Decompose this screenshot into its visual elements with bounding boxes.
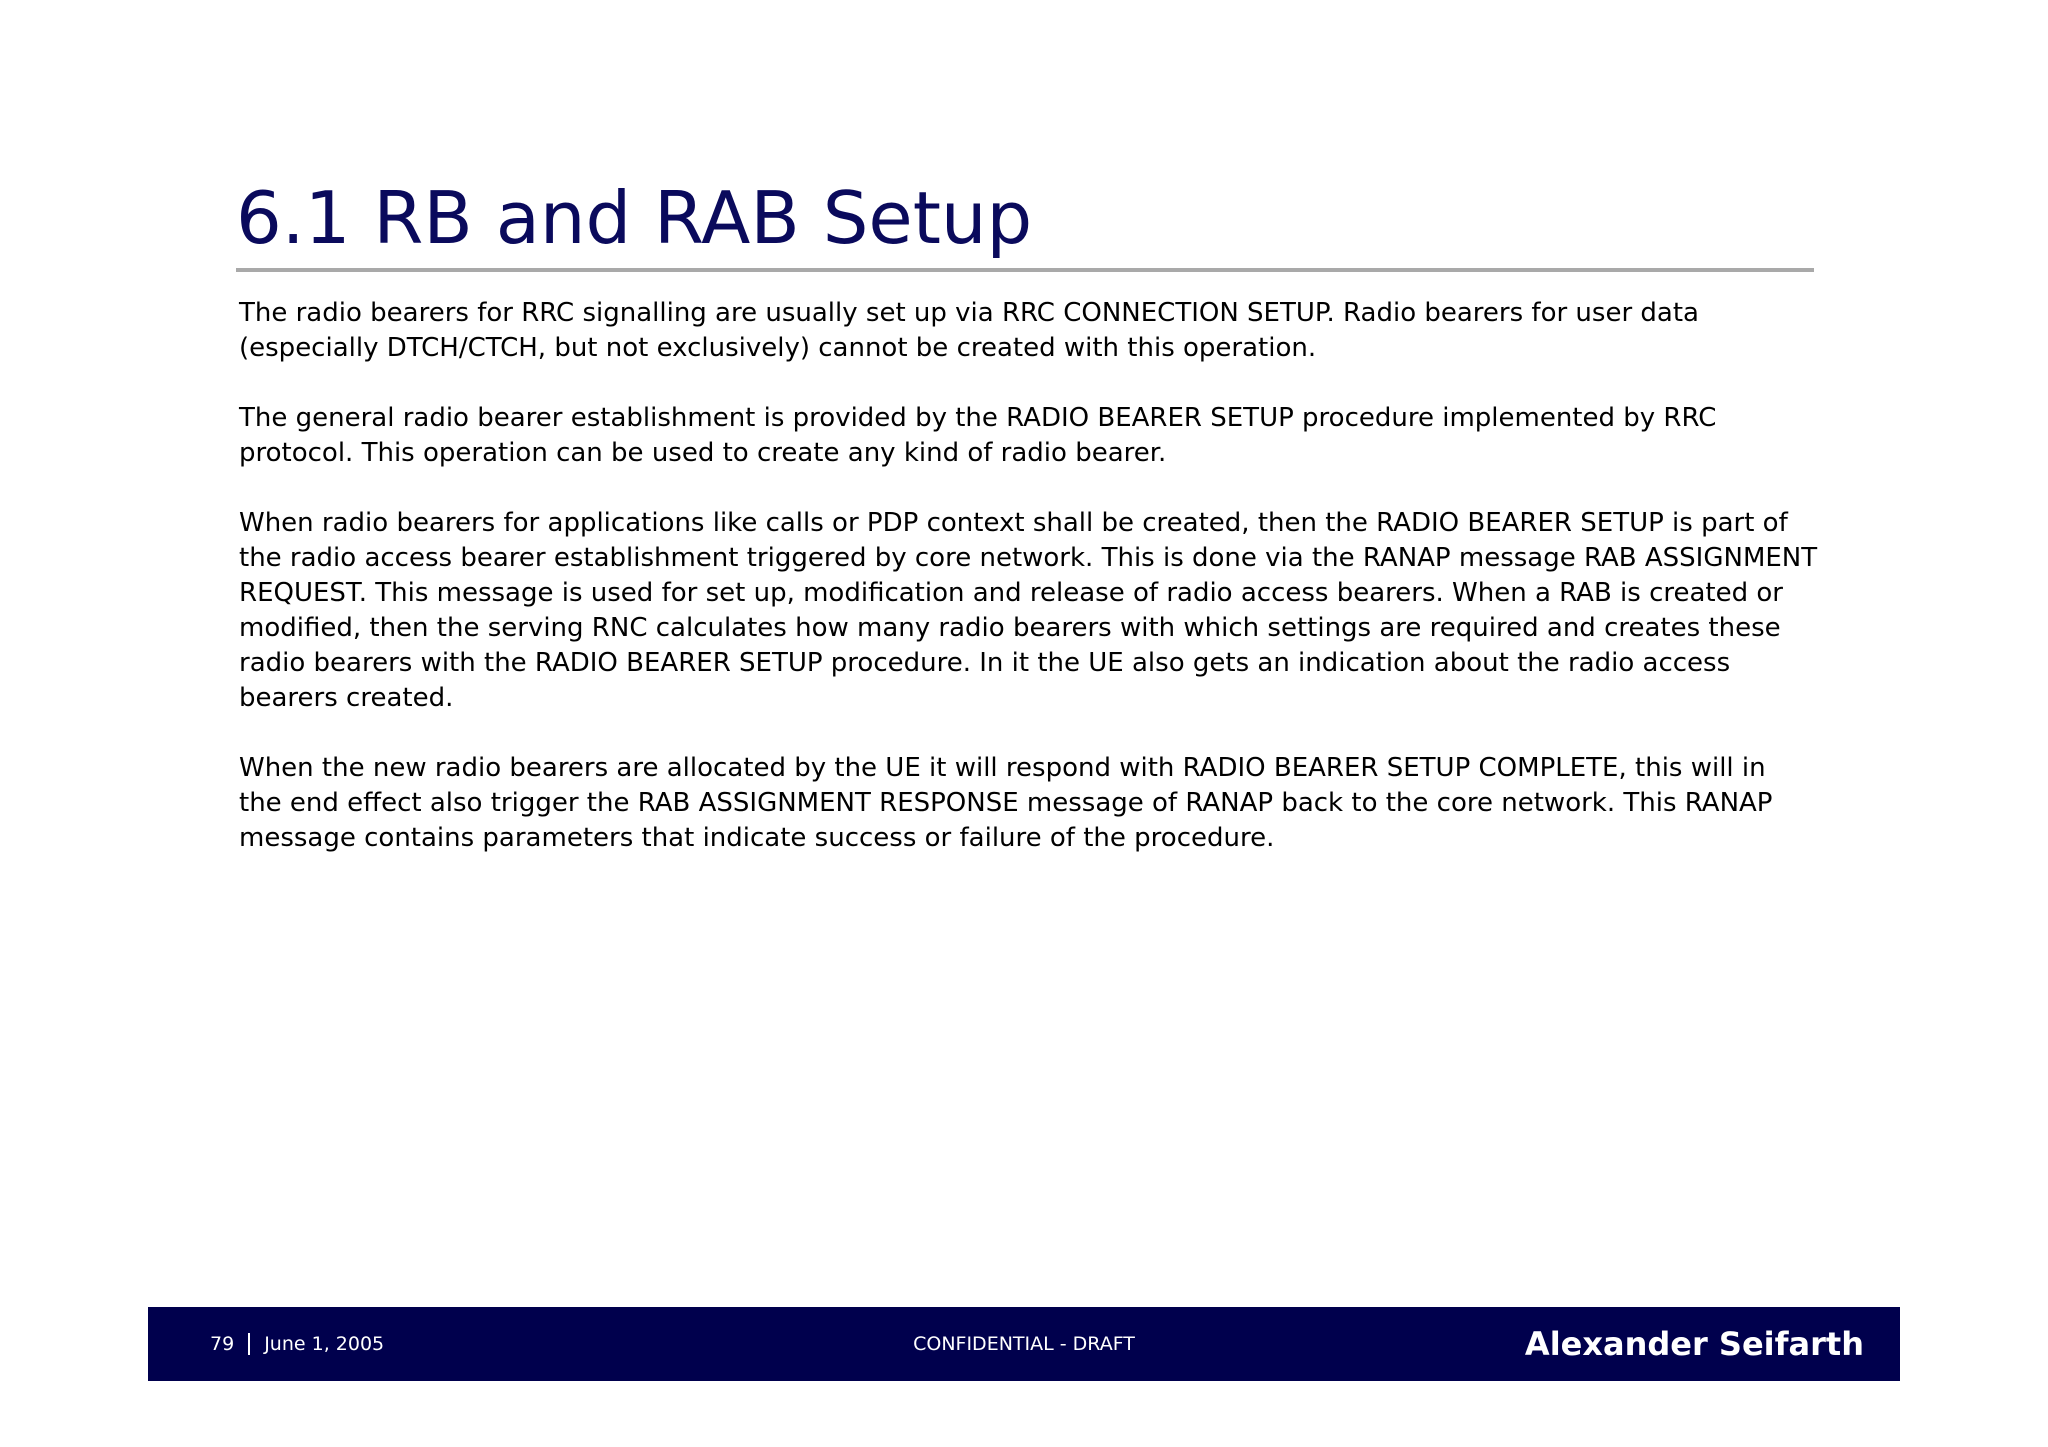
- paragraph-line: (especially DTCH/CTCH, but not exclusively) cannot be created with this operation.: [239, 333, 1317, 363]
- paragraph-rrc-signalling: [239, 296, 1829, 366]
- footer-bar: [148, 1307, 1900, 1381]
- paragraph-line: the radio access bearer establishment triggered by core network. This is done via the RANAP message RAB ASSIGNMENT: [239, 543, 1818, 573]
- title-divider: [236, 268, 1814, 272]
- paragraph-line: radio bearers with the RADIO BEARER SETUP procedure. In it the UE also gets an indication about the radio access: [239, 648, 1731, 678]
- paragraph-line: When radio bearers for applications like calls or PDP context shall be created, then the RADIO BEARER SETUP is part of: [239, 508, 1788, 538]
- slide-body: [239, 296, 1829, 891]
- paragraph-line: protocol. This operation can be used to create any kind of radio bearer.: [239, 438, 1167, 468]
- page-number: 79: [210, 1333, 235, 1355]
- slide-title: 6.1 RB and RAB Setup: [236, 176, 1033, 260]
- footer-author: [1525, 1307, 1864, 1381]
- paragraph-line: the end effect also trigger the RAB ASSIGNMENT RESPONSE message of RANAP back to the core network. This RANAP: [239, 788, 1773, 818]
- paragraph-general-establishment: [239, 401, 1829, 471]
- footer-date: June 1, 2005: [264, 1333, 385, 1355]
- paragraph-line: modified, then the serving RNC calculates how many radio bearers with which settings are required and creates these: [239, 613, 1781, 643]
- classification-label: CONFIDENTIAL - DRAFT: [913, 1333, 1135, 1355]
- paragraph-line: The radio bearers for RRC signalling are usually set up via RRC CONNECTION SETUP. Radio bearers for user data: [239, 298, 1699, 328]
- paragraph-line: When the new radio bearers are allocated by the UE it will respond with RADIO BEARER SETUP COMPLETE, this will in: [239, 753, 1766, 783]
- paragraph-line: bearers created.: [239, 683, 454, 713]
- footer-left: [210, 1307, 384, 1381]
- footer-separator: [248, 1333, 250, 1355]
- paragraph-line: message contains parameters that indicate success or failure of the procedure.: [239, 823, 1275, 853]
- paragraph-setup-complete: [239, 751, 1829, 856]
- author-name: Alexander Seifarth: [1524, 1325, 1864, 1363]
- paragraph-line: The general radio bearer establishment is provided by the RADIO BEARER SETUP procedure implemented by RRC: [239, 403, 1717, 433]
- paragraph-rab-assignment: [239, 506, 1829, 716]
- paragraph-line: REQUEST. This message is used for set up, modification and release of radio access bearers. When a RAB is created or: [239, 578, 1783, 608]
